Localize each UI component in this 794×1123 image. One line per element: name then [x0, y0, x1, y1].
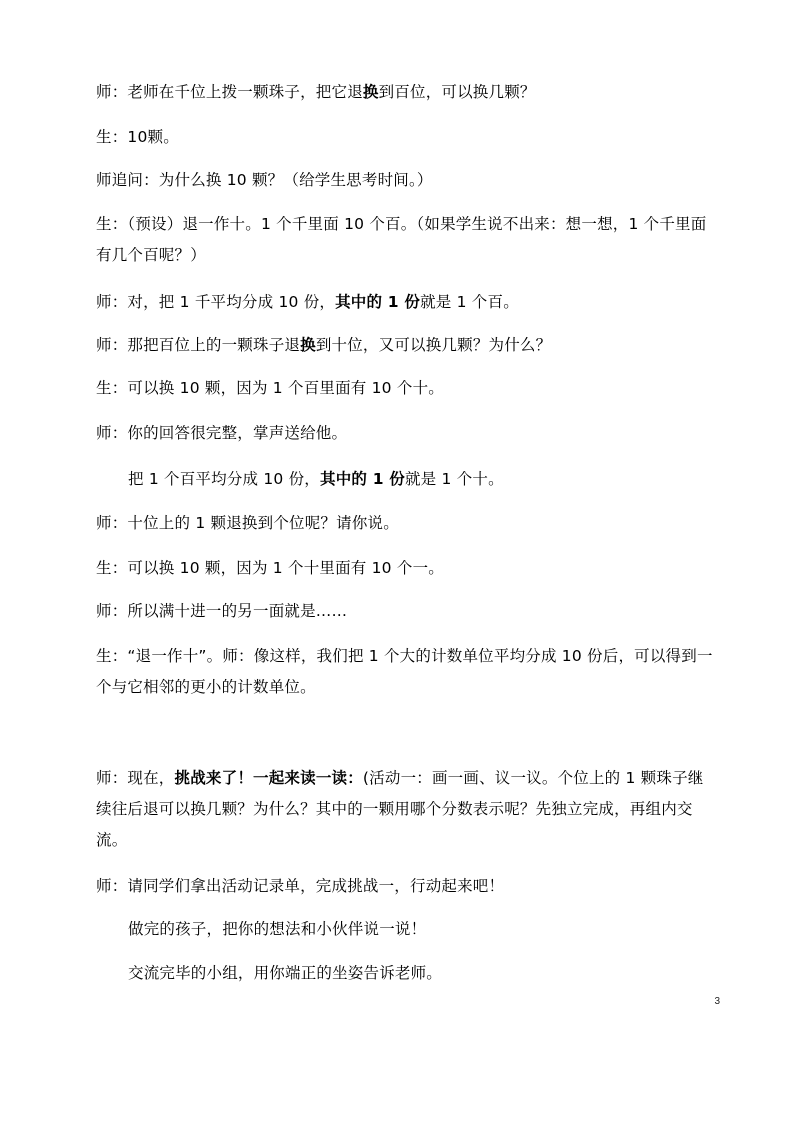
- text-segment: (活动一：画一画、议一议。个位上的 1 颗珠子继续往后退可以换几颗？为什么？其中的一颗用哪个分数表示呢？先独立完成，再组内交流。: [96, 769, 704, 849]
- bold-text-segment: 换: [362, 83, 379, 101]
- text-segment: 生：“退一作十”。师：像这样，我们把 1 个大的计数单位平均分成 10 份后，可以得到一个与它相邻的更小的计数单位。: [96, 647, 713, 696]
- paragraph-student-answer: [96, 127, 716, 147]
- paragraph-student-tens: [96, 558, 716, 578]
- paragraph-teacher-challenge: [96, 763, 716, 856]
- bold-text-segment: 换: [300, 336, 316, 354]
- paragraph-teacher-praise: [96, 423, 716, 443]
- text-segment: 生：（预设）退一作十。1 个千里面 10 个百。（如果学生说不出来：想一想，1 个千里面有几个百呢？）: [96, 215, 707, 264]
- text-segment: 到十位，又可以换几颗？为什么？: [315, 336, 552, 354]
- text-segment: 师：现在，: [96, 769, 175, 787]
- paragraph-student-hundreds: [96, 378, 716, 398]
- text-segment: 师：那把百位上的一颗珠子退: [96, 336, 301, 354]
- paragraph-student-conclusion: [96, 641, 716, 703]
- paragraph-teacher-conclusion: [96, 601, 716, 621]
- text-segment: 师：老师在千位上拨一颗珠子，把它退: [96, 83, 363, 101]
- text-segment: 生：可以换 10 颗，因为 1 个百里面有 10 个十。: [96, 379, 444, 397]
- text-segment: 做完的孩子，把你的想法和小伙伴说一说！: [128, 920, 427, 938]
- text-segment: 到百位，可以换几颗？: [378, 83, 536, 101]
- page-number: 3: [714, 996, 720, 1007]
- bold-text-segment: 其中的 1 份: [335, 293, 421, 311]
- text-segment: 生：可以换 10 颗，因为 1 个十里面有 10 个一。: [96, 559, 444, 577]
- text-segment: 就是 1 个百。: [420, 293, 519, 311]
- paragraph-finished-groups: [128, 963, 716, 983]
- paragraph-share-ideas: [128, 919, 716, 939]
- text-segment: 师：你的回答很完整，掌声送给他。: [96, 424, 348, 442]
- paragraph-teacher-followup: [96, 170, 716, 190]
- paragraph-teacher-tens: [96, 513, 716, 533]
- paragraph-teacher-thousands: [96, 82, 716, 102]
- text-segment: 把 1 个百平均分成 10 份，: [128, 470, 320, 488]
- text-segment: 生：10颗。: [96, 128, 179, 146]
- text-segment: 师追问：为什么换 10 颗？（给学生思考时间。）: [96, 171, 433, 189]
- paragraph-student-preset: [96, 209, 716, 271]
- paragraph-teacher-thousand-division: [96, 292, 716, 312]
- text-segment: 就是 1 个十。: [404, 470, 504, 488]
- text-segment: 师：请同学们拿出活动记录单，完成挑战一，行动起来吧！: [96, 877, 505, 895]
- bold-text-segment: 其中的 1 份: [320, 470, 405, 488]
- paragraph-teacher-hundreds: [96, 335, 716, 355]
- paragraph-teacher-activity: [96, 876, 716, 896]
- bold-text-segment: 挑战来了！一起来读一读：: [174, 769, 363, 787]
- paragraph-hundred-division: [128, 469, 716, 489]
- text-segment: 师：十位上的 1 颗退换到个位呢？请你说。: [96, 514, 399, 532]
- text-segment: 师：对，把 1 千平均分成 10 份，: [96, 293, 336, 311]
- text-segment: 交流完毕的小组，用你端正的坐姿告诉老师。: [128, 964, 443, 982]
- text-segment: 师：所以满十进一的另一面就是……: [96, 602, 348, 620]
